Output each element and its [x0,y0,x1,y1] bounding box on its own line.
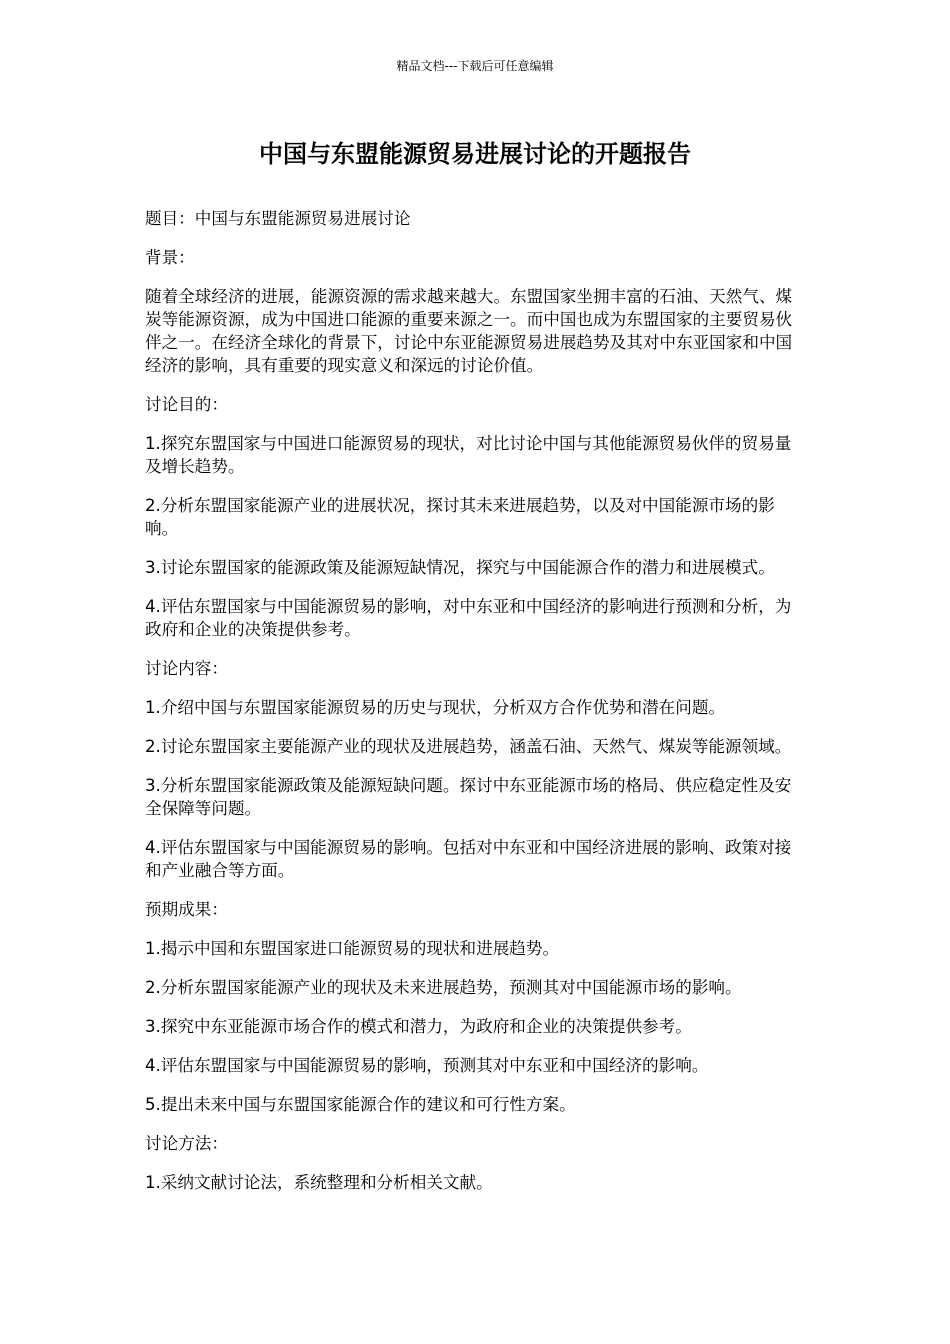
section-heading-content: 讨论内容： [145,659,228,678]
outcome-item: 5.提出未来中国与东盟国家能源合作的建议和可行性方案。 [145,1095,576,1114]
content-item: 4.评估东盟国家与中国能源贸易的影响。包括对中东亚和中国经济进展的影响、政策对接和产业融合等方面。 [145,838,792,880]
purpose-item: 1.探究东盟国家与中国进口能源贸易的现状，对比讨论中国与其他能源贸易伙伴的贸易量及增长趋势。 [145,434,792,476]
content-item: 2.讨论东盟国家主要能源产业的现状及进展趋势，涵盖石油、天然气、煤炭等能源领域。 [145,737,792,756]
content-item: 3.分析东盟国家能源政策及能源短缺问题。探讨中东亚能源市场的格局、供应稳定性及安全保障等问题。 [145,776,792,818]
document-body [145,207,807,1210]
section-heading-outcomes: 预期成果： [145,900,228,919]
topic-line: 题目：中国与东盟能源贸易进展讨论 [145,209,411,228]
content-item: 1.介绍中国与东盟国家能源贸易的历史与现状，分析双方合作优势和潜在问题。 [145,698,726,717]
purpose-item: 2.分析东盟国家能源产业的进展状况，探讨其未来进展趋势，以及对中国能源市场的影响。 [145,496,775,538]
outcome-item: 4.评估东盟国家与中国能源贸易的影响，预测其对中东亚和中国经济的影响。 [145,1056,709,1075]
section-heading-purpose: 讨论目的： [145,395,228,414]
outcome-item: 1.揭示中国和东盟国家进口能源贸易的现状和进展趋势。 [145,939,560,958]
method-item: 1.采纳文献讨论法，系统整理和分析相关文献。 [145,1173,493,1192]
purpose-item: 4.评估东盟国家与中国能源贸易的影响，对中东亚和中国经济的影响进行预测和分析，为政府和企业的决策提供参考。 [145,597,792,639]
document-title: 中国与东盟能源贸易进展讨论的开题报告 [259,140,691,168]
section-heading-methods: 讨论方法： [145,1134,228,1153]
background-paragraph: 随着全球经济的进展，能源资源的需求越来越大。东盟国家坐拥丰富的石油、天然气、煤炭等能源资源，成为中国进口能源的重要来源之一。而中国也成为东盟国家的主要贸易伙伴之一。在经济全球化的背景下，讨论中东亚能源贸易进展趋势及其对中东亚国家和中国经济的影响，具有重要的现实意义和深远的讨论价值。 [145,287,793,375]
outcome-item: 3.探究中东亚能源市场合作的模式和潜力，为政府和企业的决策提供参考。 [145,1017,692,1036]
outcome-item: 2.分析东盟国家能源产业的现状及未来进展趋势，预测其对中国能源市场的影响。 [145,978,742,997]
running-header: 精品文档---下载后可任意编辑 [396,59,554,73]
purpose-item: 3.讨论东盟国家的能源政策及能源短缺情况，探究与中国能源合作的潜力和进展模式。 [145,558,775,577]
section-heading-background: 背景： [145,248,195,267]
